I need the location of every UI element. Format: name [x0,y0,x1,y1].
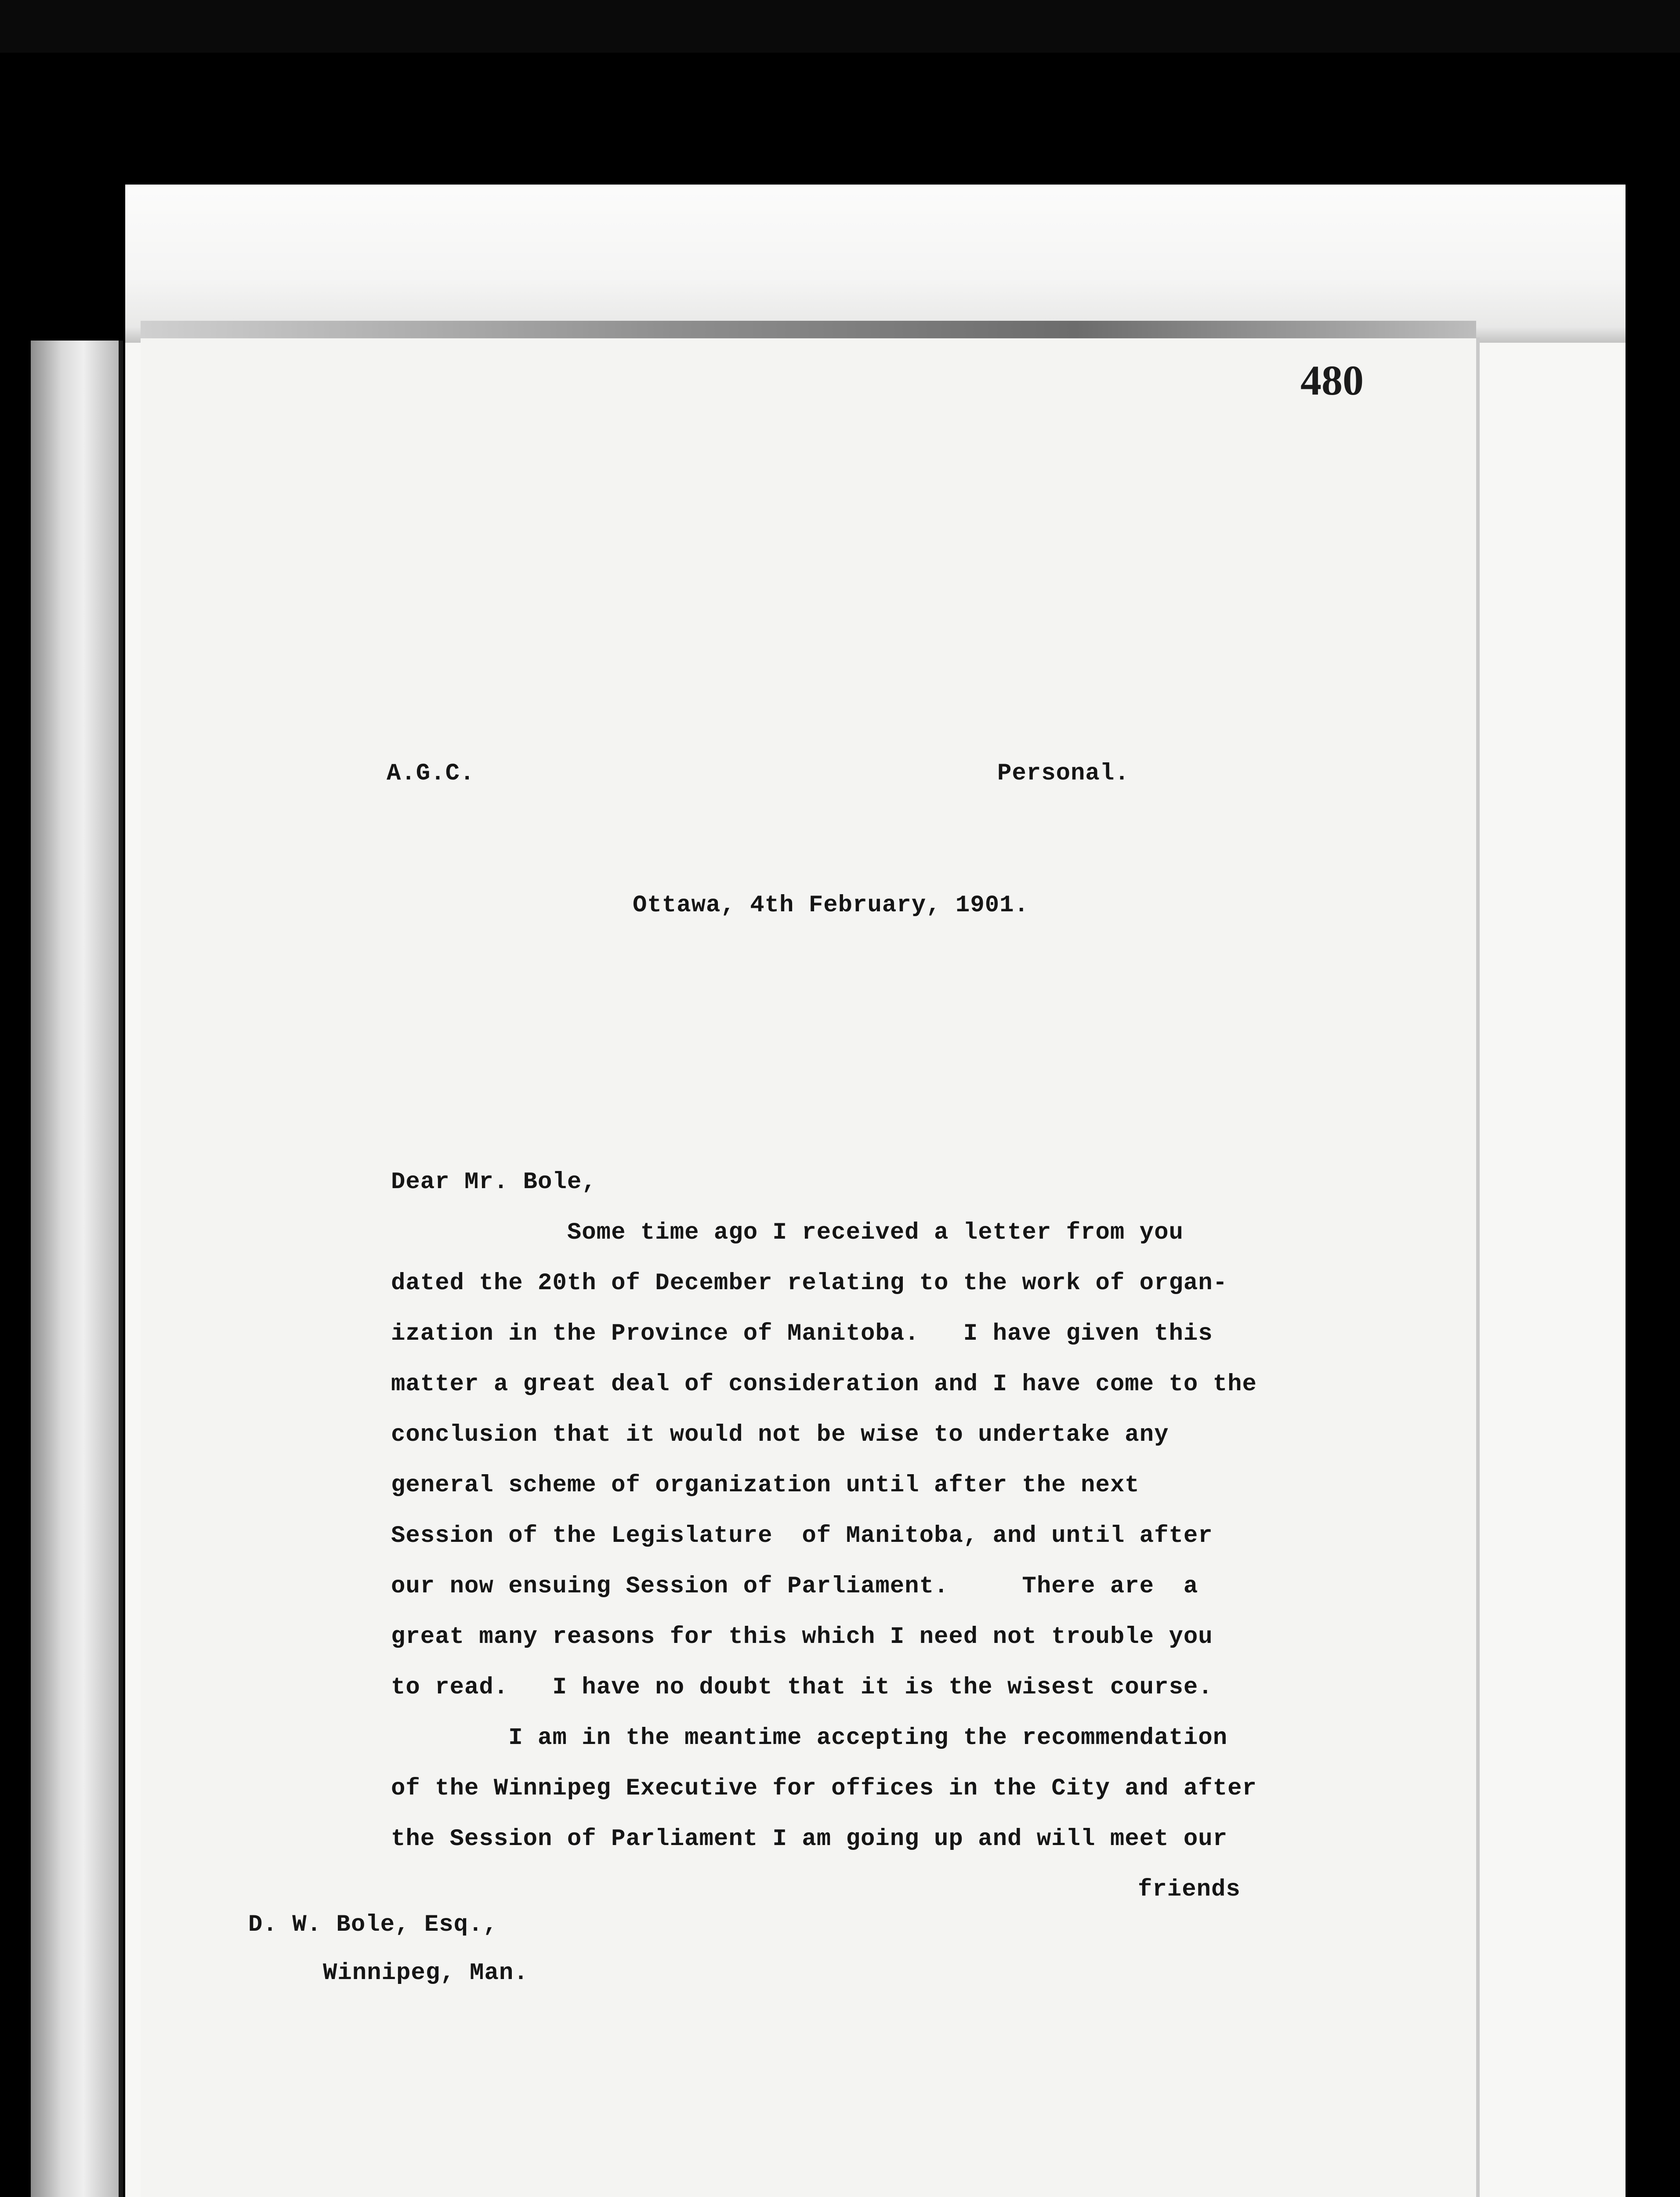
letter-body-line: matter a great deal of consideration and I have come to the [391,1371,1257,1398]
letter-body-line: great many reasons for this which I need not trouble you [391,1624,1213,1650]
letter-body-line: I am in the meantime accepting the recommendation [391,1725,1228,1751]
scan-shadow [125,185,1626,343]
letter-body-line: conclusion that it would not be wise to undertake any [391,1421,1169,1448]
letter-page [141,334,1476,2197]
letter-body-line: the Session of Parliament I am going up and will meet our [391,1826,1228,1853]
letter-body-line: Some time ago I received a letter from you [391,1219,1184,1246]
letter-body-line: to read. I have no doubt that it is the wisest course. [391,1674,1213,1701]
dateline: Ottawa, 4th February, 1901. [633,892,1029,919]
binding-strip [31,341,123,2197]
addressee-city: Winnipeg, Man. [323,1960,529,1987]
page-number: 480 [1300,357,1364,404]
letter-body-line: our now ensuing Session of Parliament. There are a [391,1573,1198,1600]
letter-body-line: general scheme of organization until after the next [391,1472,1140,1499]
scan-frame-top [0,0,1680,53]
letter-body-line: dated the 20th of December relating to the work of organ- [391,1270,1228,1297]
addressee-name: D. W. Bole, Esq., [248,1911,498,1938]
letter-body-line: ization in the Province of Manitoba. I have given this [391,1320,1213,1347]
page-fold [141,321,1476,338]
reference-code: A.G.C. [387,760,475,787]
letter-body-line: Session of the Legislature of Manitoba, and until after [391,1523,1213,1549]
personal-marking: Personal. [997,760,1130,787]
page-continuation-word: friends [1138,1876,1241,1903]
letter-body-line: of the Winnipeg Executive for offices in the City and after [391,1775,1257,1802]
salutation: Dear Mr. Bole, [391,1169,597,1196]
